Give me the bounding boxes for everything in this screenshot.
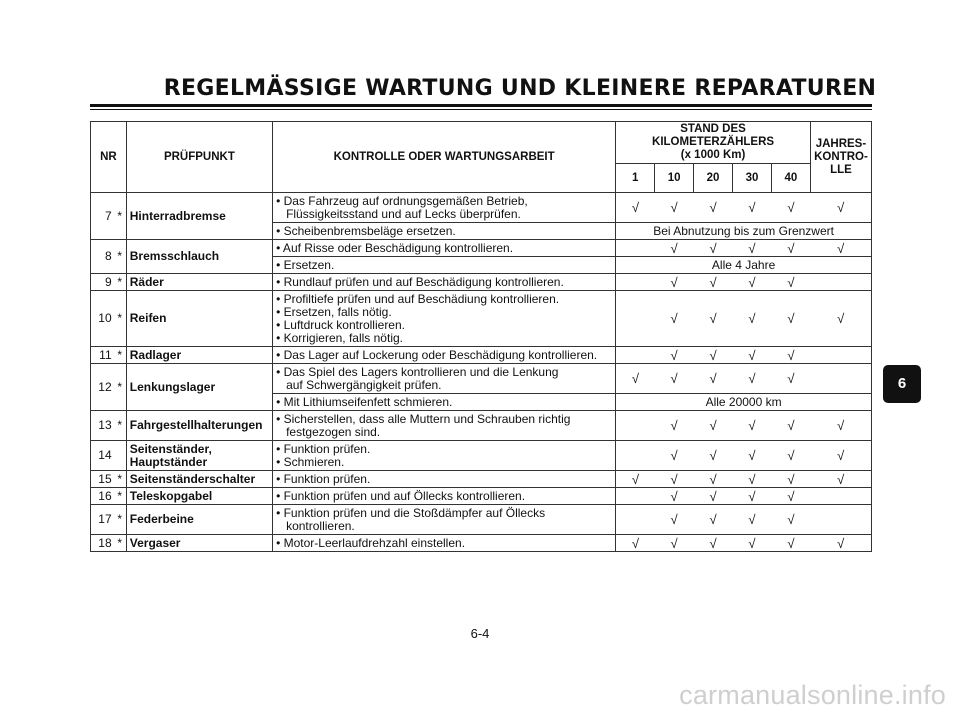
- row-item: Radlager: [126, 347, 272, 364]
- check-cell: √: [733, 471, 772, 488]
- row-work: [273, 347, 616, 364]
- check-cell: [616, 274, 655, 291]
- check-cell: [616, 291, 655, 347]
- row-number: 9: [91, 274, 114, 291]
- check-cell: √: [655, 441, 694, 471]
- row-star: *: [114, 488, 127, 505]
- row-item: Hinterradbremse: [126, 193, 272, 240]
- row-number: 7: [91, 193, 114, 240]
- row-work: [273, 394, 616, 411]
- interval-text: Alle 4 Jahre: [616, 257, 872, 274]
- row-work: [273, 291, 616, 347]
- row-star: *: [114, 471, 127, 488]
- work-line: • Das Fahrzeug auf ordnungsgemäßen Betrieb,: [276, 193, 528, 208]
- check-cell: √: [694, 364, 733, 394]
- check-cell: √: [771, 471, 810, 488]
- check-cell: √: [771, 441, 810, 471]
- check-cell: √: [655, 471, 694, 488]
- table-body: [91, 193, 872, 552]
- check-cell: [810, 505, 871, 535]
- work-line: • Ersetzen, falls nötig.: [276, 304, 392, 319]
- check-cell: [616, 505, 655, 535]
- row-number: 15: [91, 471, 114, 488]
- row-work: [273, 505, 616, 535]
- interval-text: Alle 20000 km: [616, 394, 872, 411]
- table-row: [91, 471, 872, 488]
- work-line: • Funktion prüfen und die Stoßdämpfer auf Öllecks: [276, 505, 546, 520]
- row-item: Reifen: [126, 291, 272, 347]
- check-cell: √: [694, 193, 733, 223]
- check-cell: √: [694, 274, 733, 291]
- header-odometer-line1: STAND DES KILOMETERZÄHLERS: [652, 123, 775, 148]
- check-cell: [616, 240, 655, 257]
- row-work: [273, 411, 616, 441]
- row-star: [114, 441, 127, 471]
- header-annual-line2: KONTRO-: [814, 150, 868, 163]
- check-cell: √: [810, 411, 871, 441]
- row-number: 13: [91, 411, 114, 441]
- work-line: • Rundlauf prüfen und auf Beschädigung kontrollieren.: [276, 274, 564, 289]
- header-item: PRÜFPUNKT: [126, 122, 272, 193]
- check-cell: √: [694, 488, 733, 505]
- work-line: • Funktion prüfen und auf Öllecks kontrollieren.: [276, 488, 526, 503]
- check-cell: √: [810, 193, 871, 223]
- page-title: REGELMÄSSIGE WARTUNG UND KLEINERE REPARATUREN: [163, 76, 877, 101]
- work-line: kontrollieren.: [286, 518, 355, 533]
- check-cell: √: [694, 291, 733, 347]
- check-cell: √: [771, 535, 810, 552]
- row-number: 12: [91, 364, 114, 411]
- table-row: [91, 411, 872, 441]
- check-cell: √: [733, 535, 772, 552]
- check-cell: √: [694, 411, 733, 441]
- work-line: • Funktion prüfen.: [276, 441, 371, 456]
- work-line: Flüssigkeitsstand und auf Lecks überprüfen.: [286, 206, 521, 221]
- row-work: [273, 223, 616, 240]
- check-cell: [616, 411, 655, 441]
- page-number: 6-4: [470, 626, 490, 641]
- row-item: Federbeine: [126, 505, 272, 535]
- row-number: 10: [91, 291, 114, 347]
- check-cell: [810, 364, 871, 394]
- row-star: *: [114, 505, 127, 535]
- check-cell: √: [810, 471, 871, 488]
- table-row: [91, 488, 872, 505]
- work-line: • Mit Lithiumseifenfett schmieren.: [276, 394, 453, 409]
- table-row: [91, 441, 872, 471]
- check-cell: √: [616, 193, 655, 223]
- row-work: [273, 471, 616, 488]
- row-number: 8: [91, 240, 114, 274]
- check-cell: √: [733, 240, 772, 257]
- work-line: • Luftdruck kontrollieren.: [276, 317, 405, 332]
- row-item: Fahrgestellhalterungen: [126, 411, 272, 441]
- check-cell: √: [810, 240, 871, 257]
- row-work: [273, 441, 616, 471]
- header-annual-line3: LLE: [830, 163, 852, 176]
- row-work: [273, 535, 616, 552]
- table-header-row: [91, 122, 872, 164]
- check-cell: √: [616, 535, 655, 552]
- row-star: *: [114, 535, 127, 552]
- work-line: festgezogen sind.: [286, 424, 381, 439]
- row-number: 17: [91, 505, 114, 535]
- row-number: 11: [91, 347, 114, 364]
- check-cell: √: [655, 274, 694, 291]
- check-cell: √: [733, 488, 772, 505]
- work-line: • Motor-Leerlaufdrehzahl einstellen.: [276, 535, 466, 550]
- work-line: auf Schwergängigkeit prüfen.: [286, 377, 442, 392]
- work-line: • Funktion prüfen.: [276, 471, 371, 486]
- row-work: [273, 240, 616, 257]
- check-cell: √: [733, 441, 772, 471]
- table-row: [91, 240, 872, 257]
- check-cell: √: [733, 505, 772, 535]
- row-work: [273, 193, 616, 223]
- check-cell: [616, 488, 655, 505]
- check-cell: √: [655, 193, 694, 223]
- check-cell: [810, 274, 871, 291]
- row-work: [273, 488, 616, 505]
- check-cell: √: [771, 240, 810, 257]
- row-item: Lenkungslager: [126, 364, 272, 411]
- check-cell: √: [694, 240, 733, 257]
- header-km-30: 30: [733, 164, 772, 193]
- title-rule: [90, 104, 872, 107]
- interval-text: Bei Abnutzung bis zum Grenzwert: [616, 223, 872, 240]
- check-cell: √: [694, 535, 733, 552]
- check-cell: √: [771, 505, 810, 535]
- check-cell: √: [694, 471, 733, 488]
- check-cell: √: [655, 411, 694, 441]
- table-row: [91, 364, 872, 394]
- table-row: [91, 274, 872, 291]
- work-line: • Das Lager auf Lockerung oder Beschädigung kontrollieren.: [276, 347, 598, 362]
- table-row: [91, 347, 872, 364]
- check-cell: √: [655, 488, 694, 505]
- check-cell: √: [616, 364, 655, 394]
- check-cell: √: [771, 291, 810, 347]
- row-item: Bremsschlauch: [126, 240, 272, 274]
- row-item: Seitenständerschalter: [126, 471, 272, 488]
- row-work: [273, 364, 616, 394]
- row-number: 16: [91, 488, 114, 505]
- check-cell: [616, 347, 655, 364]
- check-cell: √: [733, 274, 772, 291]
- check-cell: [810, 347, 871, 364]
- check-cell: √: [771, 193, 810, 223]
- check-cell: √: [655, 505, 694, 535]
- header-annual: [810, 122, 871, 193]
- check-cell: √: [655, 240, 694, 257]
- row-star: *: [114, 193, 127, 240]
- check-cell: √: [771, 364, 810, 394]
- check-cell: √: [655, 347, 694, 364]
- header-work: KONTROLLE ODER WARTUNGSARBEIT: [273, 122, 616, 193]
- check-cell: √: [733, 291, 772, 347]
- check-cell: √: [810, 535, 871, 552]
- check-cell: √: [694, 347, 733, 364]
- row-item: Seitenständer, Hauptständer: [126, 441, 272, 471]
- check-cell: √: [810, 291, 871, 347]
- row-star: *: [114, 274, 127, 291]
- row-star: *: [114, 240, 127, 274]
- header-odometer-line2: (x 1000 Km): [680, 149, 746, 161]
- work-line: • Korrigieren, falls nötig.: [276, 330, 403, 345]
- header-km-20: 20: [694, 164, 733, 193]
- check-cell: [810, 488, 871, 505]
- title-rule-thin: [90, 109, 872, 110]
- check-cell: √: [771, 347, 810, 364]
- header-annual-line1: JAHRES-: [815, 137, 867, 150]
- check-cell: √: [655, 535, 694, 552]
- row-item: Räder: [126, 274, 272, 291]
- work-line: • Scheibenbremsbeläge ersetzen.: [276, 223, 456, 238]
- check-cell: √: [694, 505, 733, 535]
- row-number: 18: [91, 535, 114, 552]
- work-line: • Schmieren.: [276, 454, 345, 469]
- row-item: Teleskopgabel: [126, 488, 272, 505]
- check-cell: √: [616, 471, 655, 488]
- check-cell: √: [655, 291, 694, 347]
- row-star: *: [114, 364, 127, 411]
- row-star: *: [114, 411, 127, 441]
- work-line: • Das Spiel des Lagers kontrollieren und die Lenkung: [276, 364, 559, 379]
- row-work: [273, 274, 616, 291]
- table-row: [91, 505, 872, 535]
- check-cell: √: [733, 347, 772, 364]
- header-km-40: 40: [771, 164, 810, 193]
- row-star: *: [114, 291, 127, 347]
- row-item: Vergaser: [126, 535, 272, 552]
- check-cell: √: [733, 193, 772, 223]
- check-cell: √: [733, 411, 772, 441]
- header-odometer: [616, 122, 811, 164]
- row-number: 14: [91, 441, 114, 471]
- check-cell: √: [771, 488, 810, 505]
- chapter-tab: 6: [883, 365, 921, 403]
- table-row: [91, 291, 872, 347]
- header-nr: NR: [91, 122, 127, 193]
- check-cell: √: [655, 364, 694, 394]
- work-line: • Profiltiefe prüfen und auf Beschädiung kontrollieren.: [276, 291, 560, 306]
- check-cell: [616, 441, 655, 471]
- check-cell: √: [694, 441, 733, 471]
- table-row: [91, 535, 872, 552]
- work-line: • Ersetzen.: [276, 257, 335, 272]
- header-km-10: 10: [655, 164, 694, 193]
- check-cell: √: [733, 364, 772, 394]
- check-cell: √: [810, 441, 871, 471]
- table-row: [91, 193, 872, 223]
- watermark: carmanualsonline.info: [679, 680, 946, 710]
- row-star: *: [114, 347, 127, 364]
- row-work: [273, 257, 616, 274]
- maintenance-table: [90, 121, 872, 552]
- check-cell: √: [771, 411, 810, 441]
- check-cell: √: [771, 274, 810, 291]
- work-line: • Sicherstellen, dass alle Muttern und Schrauben richtig: [276, 411, 571, 426]
- header-km-1: 1: [616, 164, 655, 193]
- work-line: • Auf Risse oder Beschädigung kontrollieren.: [276, 240, 514, 255]
